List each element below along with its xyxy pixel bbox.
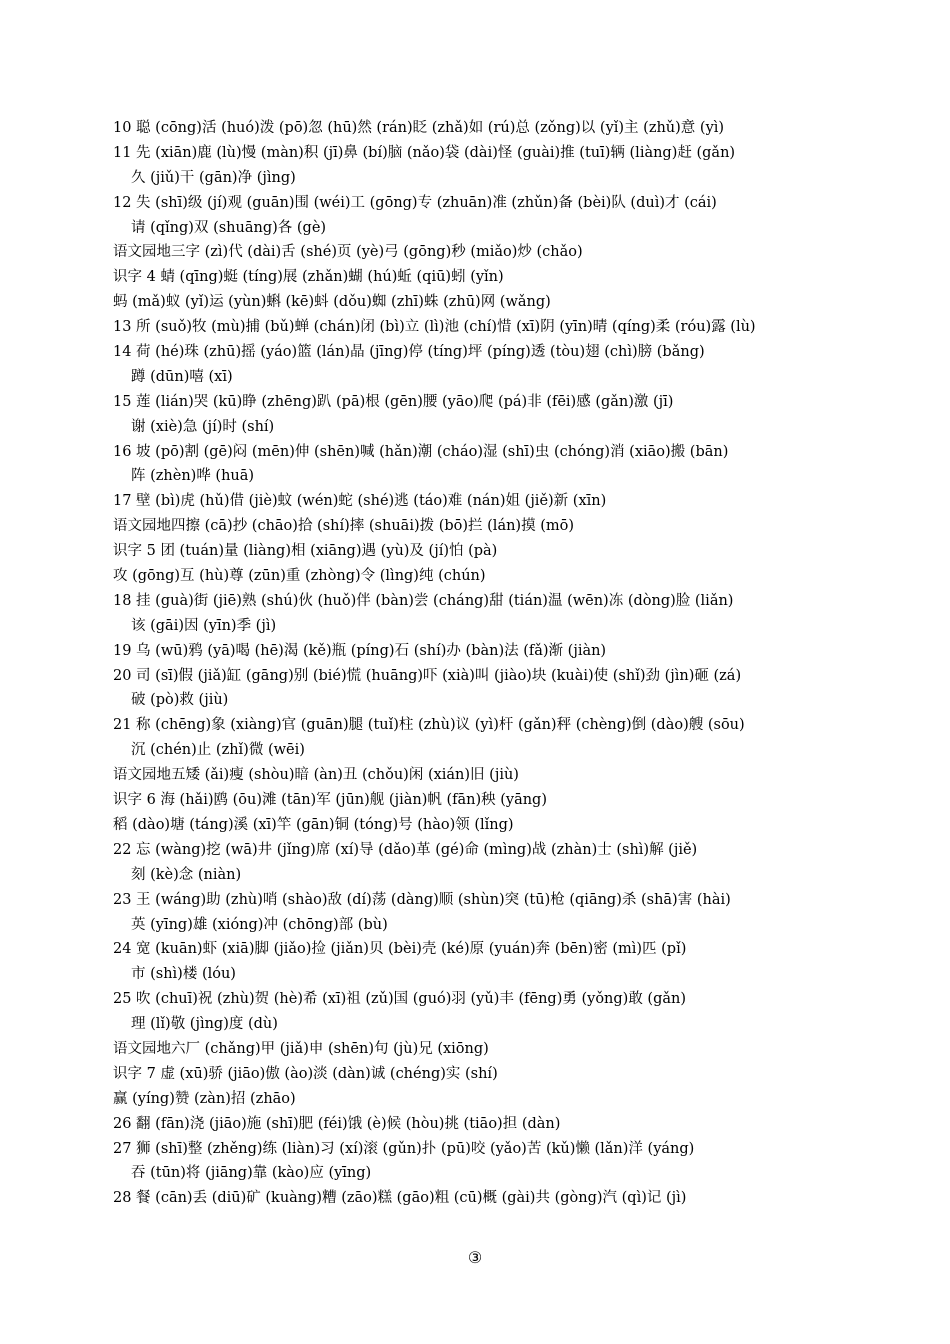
vocabulary-line: 识字 5 团 (tuán)量 (liàng)相 (xiāng)遇 (yù)及 (jí)怕 (pà) <box>113 543 498 560</box>
vocabulary-line: 12 失 (shī)级 (jí)观 (guān)围 (wéi)工 (gōng)专 (zhuān)准 (zhǔn)备 (bèi)队 (duì)才 (cái) <box>113 194 717 211</box>
vocabulary-line-continuation: 理 (lǐ)敬 (jìng)度 (dù) <box>131 1016 278 1033</box>
vocabulary-line: 14 荷 (hé)珠 (zhū)摇 (yáo)篮 (lán)晶 (jīng)停 (tíng)坪 (píng)透 (tòu)翅 (chì)膀 (bǎng) <box>113 344 705 361</box>
vocabulary-line: 赢 (yíng)赞 (zàn)招 (zhāo) <box>113 1090 296 1107</box>
vocabulary-line: 28 餐 (cān)丢 (diū)矿 (kuàng)糟 (zāo)糕 (gāo)粗 (cū)概 (gài)共 (gòng)汽 (qì)记 (jì) <box>113 1190 687 1207</box>
vocabulary-line-continuation: 谢 (xiè)急 (jí)时 (shí) <box>131 418 275 435</box>
vocabulary-line-continuation: 该 (gāi)因 (yīn)季 (jì) <box>131 617 277 634</box>
vocabulary-line: 识字 4 蜻 (qīng)蜓 (tíng)展 (zhǎn)蝴 (hú)蚯 (qiū)蚓 (yǐn) <box>113 269 504 286</box>
vocabulary-line: 13 所 (suǒ)牧 (mù)捕 (bǔ)蝉 (chán)闭 (bì)立 (lì)池 (chí)惜 (xī)阴 (yīn)晴 (qíng)柔 (róu)露 (lù) <box>113 319 756 336</box>
vocabulary-line: 24 宽 (kuān)虾 (xiā)脚 (jiǎo)捡 (jiǎn)贝 (bèi)壳 (ké)原 (yuán)奔 (bēn)密 (mì)匹 (pǐ) <box>113 941 687 958</box>
vocabulary-line-continuation: 久 (jiǔ)干 (gān)净 (jìng) <box>131 169 296 186</box>
vocabulary-line: 16 坡 (pō)割 (gē)闷 (mēn)伸 (shēn)喊 (hǎn)潮 (cháo)湿 (shī)虫 (chóng)消 (xiāo)搬 (bān) <box>113 443 729 460</box>
vocabulary-line: 语文园地三字 (zì)代 (dài)舌 (shé)页 (yè)弓 (gōng)秒 (miǎo)炒 (chǎo) <box>113 244 583 261</box>
vocabulary-list <box>113 116 923 1211</box>
vocabulary-line-continuation: 刻 (kè)念 (niàn) <box>131 866 242 883</box>
vocabulary-line: 语文园地四擦 (cā)抄 (chāo)拾 (shí)摔 (shuāi)拨 (bō)拦 (lán)摸 (mō) <box>113 518 574 535</box>
vocabulary-line: 11 先 (xiān)鹿 (lù)慢 (màn)积 (jī)鼻 (bí)脑 (nǎo)袋 (dài)怪 (guài)推 (tuī)辆 (liàng)赶 (gǎn) <box>113 144 736 161</box>
vocabulary-line: 稻 (dào)塘 (táng)溪 (xī)竿 (gān)铜 (tóng)号 (hào)领 (lǐng) <box>113 816 514 833</box>
vocabulary-line-continuation: 英 (yīng)雄 (xióng)冲 (chōng)部 (bù) <box>131 916 388 933</box>
vocabulary-line: 10 聪 (cōng)活 (huó)泼 (pō)忽 (hū)然 (rán)眨 (zhǎ)如 (rú)总 (zǒng)以 (yǐ)主 (zhǔ)意 (yì) <box>113 120 725 136</box>
vocabulary-line: 21 称 (chēng)象 (xiàng)官 (guān)腿 (tuǐ)柱 (zhù)议 (yì)杆 (gǎn)秤 (chèng)倒 (dào)艘 (sōu) <box>113 717 745 734</box>
vocabulary-line: 27 狮 (shī)整 (zhěng)练 (liàn)习 (xí)滚 (gǔn)扑 (pū)咬 (yǎo)苦 (kǔ)懒 (lǎn)洋 (yáng) <box>113 1140 695 1157</box>
vocabulary-line: 蚂 (mǎ)蚁 (yǐ)运 (yùn)蝌 (kē)蚪 (dǒu)蜘 (zhī)蛛 (zhū)网 (wǎng) <box>113 294 551 311</box>
vocabulary-line: 25 吹 (chuī)祝 (zhù)贺 (hè)希 (xī)祖 (zǔ)国 (guó)羽 (yǔ)丰 (fēng)勇 (yǒng)敢 (gǎn) <box>113 991 687 1008</box>
vocabulary-line: 26 翻 (fān)浇 (jiāo)施 (shī)肥 (féi)饿 (è)候 (hòu)挑 (tiāo)担 (dàn) <box>113 1115 561 1132</box>
vocabulary-line: 15 莲 (lián)哭 (kū)睁 (zhēng)趴 (pā)根 (gēn)腰 (yāo)爬 (pá)非 (fēi)感 (gǎn)激 (jī) <box>113 393 674 410</box>
vocabulary-line: 19 乌 (wū)鸦 (yā)喝 (hē)渴 (kě)瓶 (píng)石 (shí)办 (bàn)法 (fǎ)渐 (jiàn) <box>113 642 607 659</box>
vocabulary-line: 18 挂 (guà)街 (jiē)熟 (shú)伙 (huǒ)伴 (bàn)尝 (cháng)甜 (tián)温 (wēn)冻 (dòng)脸 (liǎn) <box>113 592 734 609</box>
vocabulary-line-continuation: 吞 (tūn)将 (jiāng)靠 (kào)应 (yīng) <box>131 1165 372 1182</box>
vocabulary-line-continuation: 沉 (chén)止 (zhǐ)微 (wēi) <box>131 742 305 759</box>
vocabulary-line-continuation: 请 (qǐng)双 (shuāng)各 (gè) <box>131 219 327 236</box>
vocabulary-line: 20 司 (sī)假 (jiǎ)缸 (gāng)别 (bié)慌 (huāng)吓 (xià)叫 (jiào)块 (kuài)使 (shǐ)劲 (jìn)砸 (zá) <box>113 667 742 684</box>
vocabulary-line: 识字 6 海 (hǎi)鸥 (ōu)滩 (tān)军 (jūn)舰 (jiàn)帆 (fān)秧 (yāng) <box>113 792 548 809</box>
vocabulary-line: 语文园地五矮 (ǎi)瘦 (shòu)暗 (àn)丑 (chǒu)闲 (xián)旧 (jiù) <box>113 767 519 784</box>
vocabulary-line-continuation: 阵 (zhèn)哗 (huā) <box>131 468 255 485</box>
vocabulary-line-continuation: 蹲 (dūn)嘻 (xī) <box>131 368 233 385</box>
vocabulary-line: 语文园地六厂 (chǎng)甲 (jiǎ)申 (shēn)句 (jù)兄 (xiōng) <box>113 1040 489 1057</box>
page-number: ③ <box>467 1248 483 1267</box>
vocabulary-line: 23 王 (wáng)助 (zhù)哨 (shào)敌 (dí)荡 (dàng)顺 (shùn)突 (tū)枪 (qiāng)杀 (shā)害 (hài) <box>113 891 731 908</box>
vocabulary-line: 识字 7 虚 (xū)骄 (jiāo)傲 (ào)淡 (dàn)诚 (chéng)实 (shí) <box>113 1065 498 1082</box>
vocabulary-line-continuation: 破 (pò)救 (jiù) <box>131 692 229 709</box>
vocabulary-line-continuation: 市 (shì)楼 (lóu) <box>131 966 236 983</box>
vocabulary-line: 22 忘 (wàng)挖 (wā)井 (jǐng)席 (xí)导 (dǎo)革 (gé)命 (mìng)战 (zhàn)士 (shì)解 (jiě) <box>113 841 698 858</box>
vocabulary-line: 17 壁 (bì)虎 (hǔ)借 (jiè)蚊 (wén)蛇 (shé)逃 (táo)难 (nán)姐 (jiě)新 (xīn) <box>113 493 607 510</box>
vocabulary-line: 攻 (gōng)互 (hù)尊 (zūn)重 (zhòng)令 (lìng)纯 (chún) <box>113 568 486 585</box>
